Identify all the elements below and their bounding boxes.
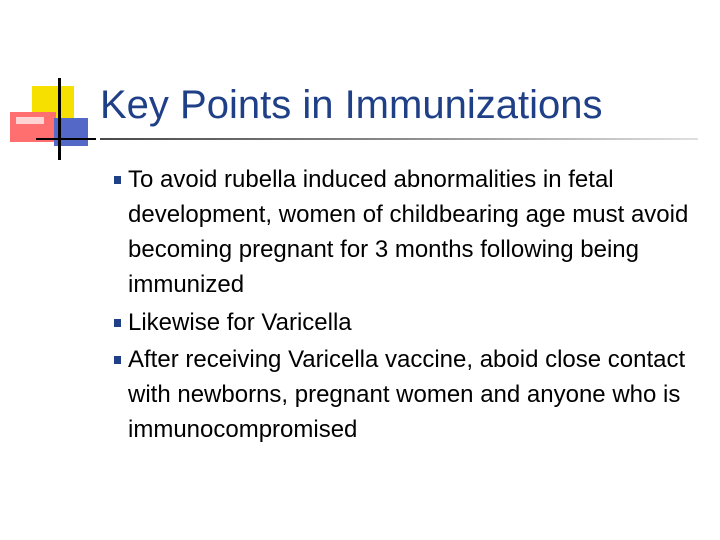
bullet-item bbox=[128, 305, 708, 340]
corner-logo-icon bbox=[0, 0, 100, 170]
bullet-text: Likewise for Varicella bbox=[128, 309, 352, 336]
slide-title: Key Points in Immunizations bbox=[100, 83, 603, 127]
bullet-item bbox=[128, 162, 708, 302]
bullet-text: After receiving Varicella vaccine, aboid close contact with newborns, pregnant women and anyone who is immunocompromised bbox=[128, 346, 686, 443]
title-underline bbox=[100, 138, 698, 140]
bullet-text: To avoid rubella induced abnormalities in fetal development, women of childbearing age must avoid becoming pregnant for 3 months following being immunized bbox=[128, 166, 689, 298]
logo-horizontal-line bbox=[36, 138, 96, 140]
bullet-item bbox=[128, 342, 708, 447]
logo-vertical-line bbox=[58, 78, 61, 160]
logo-red-highlight bbox=[16, 117, 44, 124]
bullet-square-icon bbox=[114, 356, 121, 364]
bullet-square-icon bbox=[114, 319, 121, 327]
bullet-square-icon bbox=[114, 176, 121, 184]
